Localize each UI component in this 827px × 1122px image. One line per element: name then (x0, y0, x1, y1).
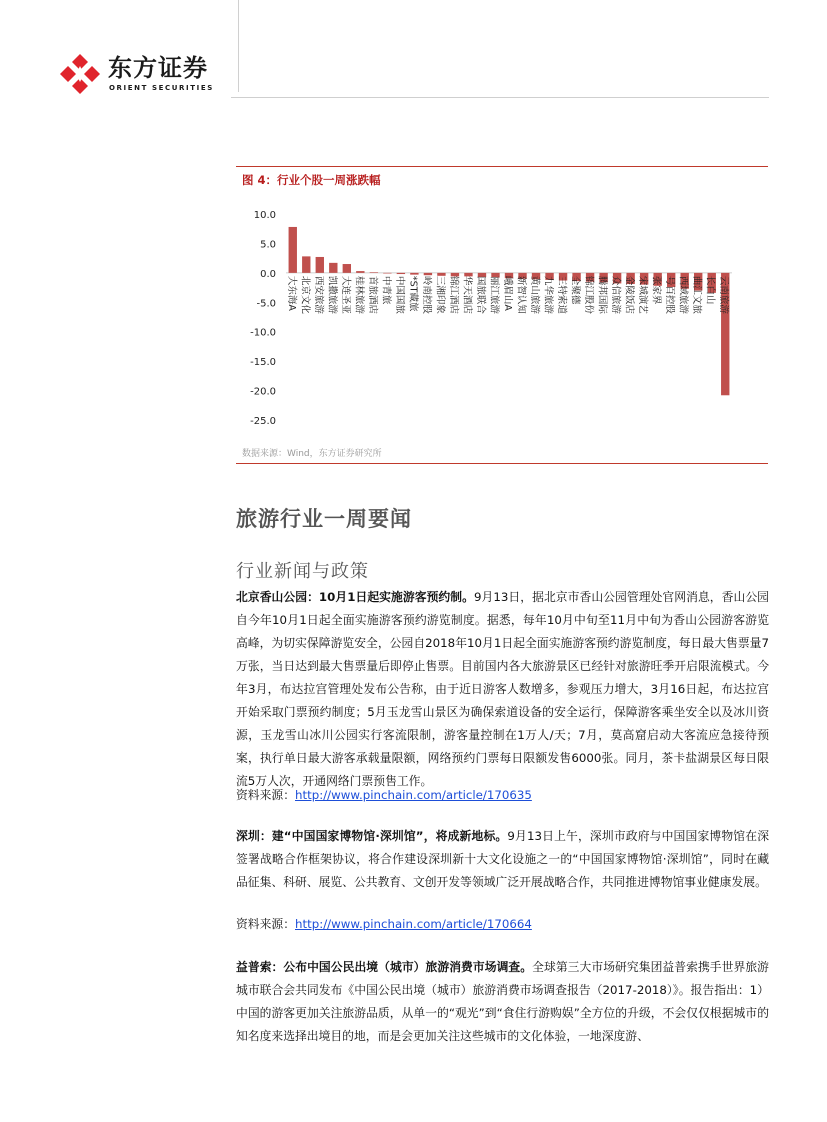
news-source-2 (236, 915, 532, 932)
news-lead: 深圳：建“中国国家博物馆·深圳馆”，将成新地标。 (236, 829, 508, 843)
x-category-label: 全聚德 (569, 275, 581, 305)
news-body: 全球第三大市场研究集团益普索携手世界旅游城市联合会共同发布《中国公民出境（城市）旅游消费市场调查报告（2017-2018）》。报告指出：1）中国的游客更加关注旅游品质，从单一的“观光”到“食住行游购娱”全方位的升级，不会仅仅根据城市的知名度来选择出境目的地，而是会更加关注这些城市的文化体验，一地深度游、 (236, 960, 769, 1043)
x-category-label: 宋城演艺 (637, 275, 649, 314)
section-title: 旅游行业一周要闻 (236, 507, 412, 531)
news-item-2 (236, 825, 769, 894)
figure-source: 数据来源：Wind，东方证券研究所 (242, 449, 382, 459)
y-tick-label: -15.0 (250, 357, 276, 369)
x-category-label: 西域旅游 (677, 275, 689, 314)
y-tick-label: -10.0 (250, 327, 276, 339)
x-category-label: 众信旅游 (610, 275, 622, 314)
bar (370, 272, 378, 273)
x-category-label: 岭南控股 (420, 275, 432, 314)
x-category-label: 锦江股份 (583, 275, 595, 314)
section-subtitle: 行业新闻与政策 (236, 561, 369, 582)
x-category-label: 丽江旅游 (488, 275, 500, 314)
y-tick-label: 0.0 (260, 268, 276, 280)
x-category-label: 国旅联合 (474, 275, 486, 314)
y-tick-label: 10.0 (253, 210, 276, 221)
bar (424, 273, 432, 275)
brand-name-cn: 东方证券 (108, 54, 208, 82)
x-category-label: 西安旅游 (312, 275, 324, 314)
x-category-label: 九华旅游 (542, 275, 554, 314)
bar (302, 256, 310, 272)
header-rule (231, 97, 769, 98)
news-body: 9月13日，据北京市香山公园管理处官网消息，香山公园自今年10月1日起全面实施游客预约游览制度。据悉，每年10月中旬至11月中旬为香山公园游客游览高峰，为切实保障游览安全，公园自2018年10月1日起全面实施游客预约游览制度，每日最大售票量7万张，当日达到最大售票量后即停止售票。目前国内各大旅游景区已经针对旅游旺季开启限流模式。今年3月，布达拉宫管理处发布公告称，由于近日游客人数增多，参观压力增大，3月16日起，布达拉宫开始采取门票预约制度；5月玉龙雪山景区为确保索道设备的安全运行，保障游客乘坐安全以及冰川资源，玉龙雪山冰川公园实行客流限制，游客量控制在1万人/天；7月，莫高窟启动大客流应急接待预案，执行单日最大游客承载量限额，网络预约门票每日限额发售6000张。同月，茶卡盐湖景区每日限流5万人次，开通网络门票预售工作。 (236, 590, 769, 788)
news-source-1 (236, 786, 532, 803)
brand-logo (58, 52, 228, 94)
bar (356, 271, 364, 273)
x-category-label: 三特索道 (556, 275, 568, 314)
x-category-label: 首旅酒店 (366, 275, 378, 314)
source-link[interactable]: http://www.pinchain.com/article/170635 (295, 788, 532, 802)
news-item-1 (236, 586, 769, 793)
header-vertical-rule (238, 0, 239, 92)
x-category-label: 金陵饭店 (623, 275, 635, 314)
news-lead: 北京香山公园：10月1日起实施游客预约制。 (236, 590, 474, 604)
x-category-label: 大连圣亚 (339, 275, 351, 314)
x-category-label: 云南旅游 (718, 275, 730, 314)
bar (343, 264, 351, 273)
figure-title: 图 4：行业个股一周涨跌幅 (242, 173, 381, 187)
x-category-label: *ST藏旅 (407, 275, 419, 312)
bar (397, 273, 405, 274)
x-category-label: 凯撒旅游 (326, 275, 338, 314)
orient-logo-icon (58, 52, 102, 96)
news-lead: 益普索：公布中国公民出境（城市）旅游消费市场调查。 (236, 960, 533, 974)
x-category-label: 曲江文旅 (691, 275, 703, 314)
x-category-label: 长白山 (704, 275, 716, 305)
bar (410, 273, 418, 275)
bar (383, 273, 391, 274)
x-category-label: 三湘印象 (434, 275, 446, 314)
x-category-label: 北京文化 (299, 275, 311, 314)
figure-bottom-rule (236, 463, 768, 464)
brand-name-en: ORIENT SECURITIES (109, 84, 214, 92)
y-tick-label: -25.0 (250, 416, 276, 427)
x-category-label: 张家界 (650, 275, 662, 305)
x-category-label: 峨眉山A (502, 275, 513, 311)
source-link[interactable]: http://www.pinchain.com/article/170664 (295, 917, 532, 931)
y-tick-label: -5.0 (256, 298, 276, 310)
source-label: 资料来源： (236, 917, 295, 931)
source-label: 资料来源： (236, 788, 295, 802)
x-category-label: 中国国旅 (393, 275, 405, 314)
bar-chart (236, 196, 766, 441)
x-category-label: 华天酒店 (461, 275, 473, 314)
x-category-label: 腾邦国际 (596, 275, 608, 314)
x-category-label: 新智认知 (515, 275, 527, 314)
x-category-label: 锦江酒店 (447, 275, 459, 314)
bar (289, 227, 297, 273)
y-tick-label: -20.0 (250, 386, 276, 398)
news-item-3 (236, 956, 769, 1048)
x-category-label: 中青旅 (380, 275, 392, 305)
x-category-label: 号百控股 (664, 275, 676, 314)
figure-top-rule (236, 166, 768, 167)
x-category-label: 大东海A (285, 275, 297, 311)
bar (329, 263, 337, 273)
y-tick-label: 5.0 (260, 239, 276, 251)
x-category-label: 黄山旅游 (529, 275, 541, 314)
x-category-label: 桂林旅游 (353, 275, 365, 314)
news-body: 9月13日上午，深圳市政府与中国国家博物馆在深签署战略合作框架协议，将合作建设深圳新十大文化设施之一的“中国国家博物馆·深圳馆”，同时在藏品征集、科研、展览、公共教育、文创开发等领域广泛开展战略合作，共同推进博物馆事业健康发展。 (236, 829, 769, 889)
bar (316, 257, 324, 273)
